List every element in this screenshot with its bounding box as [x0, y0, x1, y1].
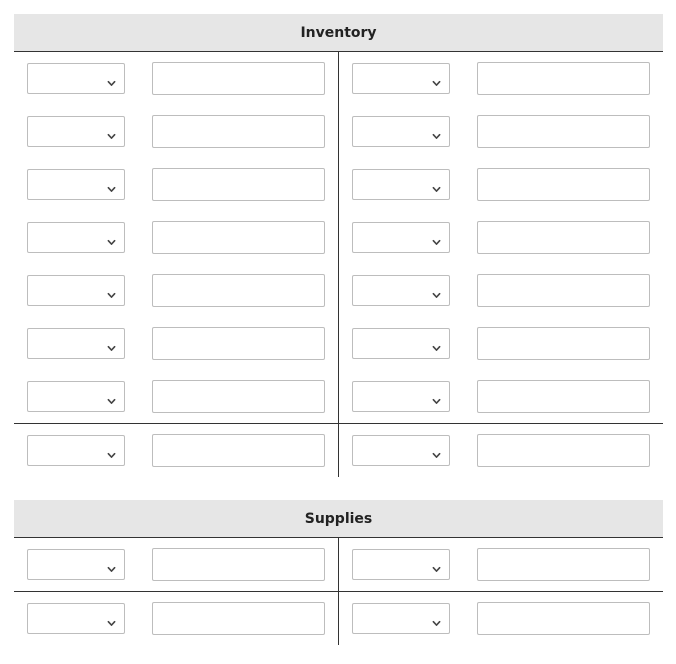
inventory-title: Inventory [14, 14, 663, 52]
credit-account-select[interactable] [352, 549, 450, 580]
credit-account-select[interactable] [352, 116, 450, 147]
supplies-row [14, 592, 663, 645]
debit-account-select[interactable] [27, 169, 125, 200]
chevron-down-icon [432, 181, 441, 190]
debit-account-select[interactable] [27, 275, 125, 306]
debit-amount-input[interactable] [152, 168, 325, 201]
chevron-down-icon [107, 340, 116, 349]
credit-amount-input[interactable] [477, 380, 650, 413]
debit-account-select[interactable] [27, 549, 125, 580]
credit-account-select[interactable] [352, 328, 450, 359]
credit-account-select[interactable] [352, 435, 450, 466]
debit-account-select[interactable] [27, 63, 125, 94]
supplies-row [14, 538, 663, 591]
chevron-down-icon [107, 447, 116, 456]
supplies-t-account [14, 500, 663, 645]
credit-amount-input[interactable] [477, 62, 650, 95]
chevron-down-icon [107, 128, 116, 137]
credit-amount-input[interactable] [477, 221, 650, 254]
chevron-down-icon [107, 234, 116, 243]
credit-account-select[interactable] [352, 222, 450, 253]
inventory-row [14, 105, 663, 158]
debit-amount-input[interactable] [152, 221, 325, 254]
chevron-down-icon [107, 393, 116, 402]
credit-account-select[interactable] [352, 603, 450, 634]
credit-amount-input[interactable] [477, 274, 650, 307]
chevron-down-icon [107, 561, 116, 570]
debit-amount-input[interactable] [152, 115, 325, 148]
debit-amount-input[interactable] [152, 380, 325, 413]
credit-amount-input[interactable] [477, 434, 650, 467]
credit-amount-input[interactable] [477, 327, 650, 360]
debit-account-select[interactable] [27, 381, 125, 412]
debit-account-select[interactable] [27, 116, 125, 147]
debit-account-select[interactable] [27, 435, 125, 466]
inventory-row [14, 52, 663, 105]
inventory-row [14, 317, 663, 370]
debit-account-select[interactable] [27, 328, 125, 359]
debit-amount-input[interactable] [152, 62, 325, 95]
chevron-down-icon [432, 615, 441, 624]
inventory-row [14, 211, 663, 264]
debit-amount-input[interactable] [152, 274, 325, 307]
supplies-body [14, 538, 663, 645]
debit-account-select[interactable] [27, 222, 125, 253]
chevron-down-icon [107, 181, 116, 190]
chevron-down-icon [432, 447, 441, 456]
inventory-t-account [14, 14, 663, 477]
debit-amount-input[interactable] [152, 548, 325, 581]
debit-amount-input[interactable] [152, 602, 325, 635]
inventory-body [14, 52, 663, 477]
inventory-row [14, 264, 663, 317]
credit-account-select[interactable] [352, 169, 450, 200]
chevron-down-icon [107, 75, 116, 84]
credit-amount-input[interactable] [477, 602, 650, 635]
credit-amount-input[interactable] [477, 168, 650, 201]
credit-account-select[interactable] [352, 275, 450, 306]
credit-amount-input[interactable] [477, 115, 650, 148]
debit-amount-input[interactable] [152, 327, 325, 360]
chevron-down-icon [107, 287, 116, 296]
credit-account-select[interactable] [352, 381, 450, 412]
chevron-down-icon [432, 561, 441, 570]
inventory-row [14, 370, 663, 423]
inventory-row [14, 158, 663, 211]
credit-account-select[interactable] [352, 63, 450, 94]
debit-amount-input[interactable] [152, 434, 325, 467]
inventory-row [14, 424, 663, 477]
chevron-down-icon [432, 340, 441, 349]
supplies-title: Supplies [14, 500, 663, 538]
chevron-down-icon [432, 287, 441, 296]
chevron-down-icon [432, 75, 441, 84]
debit-account-select[interactable] [27, 603, 125, 634]
chevron-down-icon [432, 234, 441, 243]
chevron-down-icon [107, 615, 116, 624]
chevron-down-icon [432, 393, 441, 402]
chevron-down-icon [432, 128, 441, 137]
credit-amount-input[interactable] [477, 548, 650, 581]
